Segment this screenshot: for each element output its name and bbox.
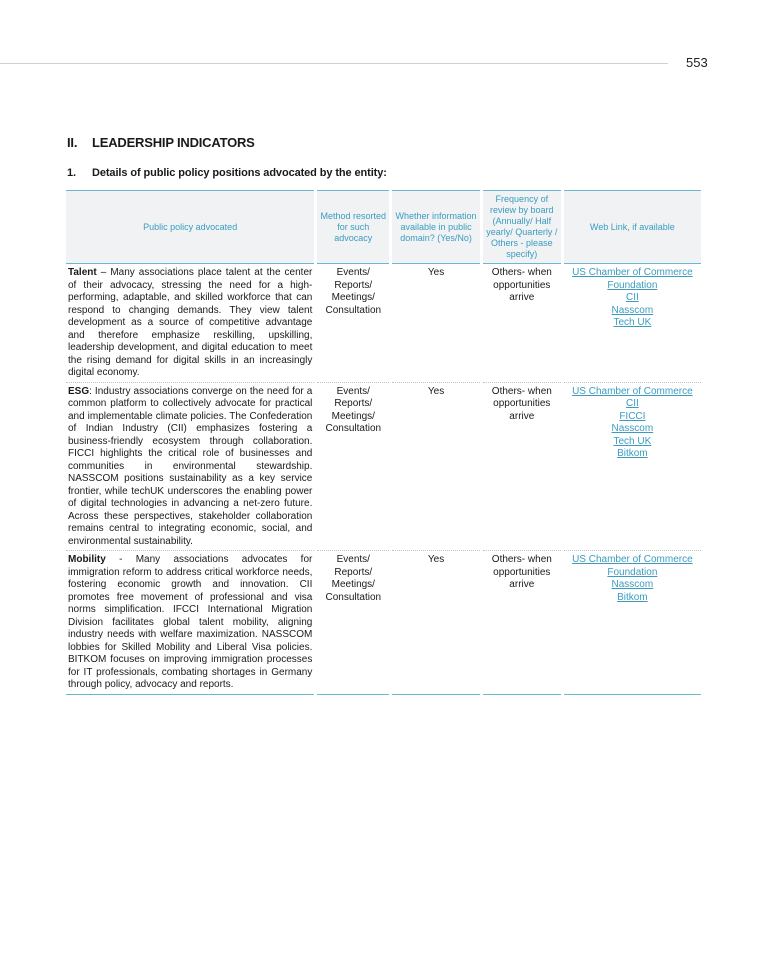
web-link[interactable]: Bitkom — [617, 448, 648, 459]
policy-text: : Industry associations converge on the need for a common platform to collectively advocate for practical and implementable climate policies. The Confederation of Indian Industry (CII) emphasizes fostering a business-friendly ecosystem through collaboration. FICCI highlights the critical role of businesses and communities in environmental stewardship. NASSCOM positions sustainability as a key service frontier, while techUK underscores the enabling power of digital technologies in advancing a net-zero future. Across these perspectives, stakeholder collaboration remains central to integrating economic, social, and environmental sustainability. — [68, 385, 313, 547]
web-link[interactable]: Nasscom — [611, 304, 654, 316]
web-link-cell — [564, 264, 701, 383]
web-link-cell — [564, 383, 701, 552]
method-cell: Events/ Reports/ Meetings/ Consultation — [317, 383, 389, 552]
policy-text: - Many associations advocates for immigration reform to address critical workforce needs, fostering economic growth and innovation. CII promotes free movement of professional and visa norms simplification. IFCCI International Migration Division facilitates global talent mobility, aligning industry needs with welfare maximization. NASSCOM lobbies for Skilled Mobility and Liberal Visa policies. BITKOM focuses on improving immigration processes for IT professionals, combating shortages in Germany through policy, advocacy and reports. — [68, 554, 313, 690]
table-row — [66, 551, 701, 695]
policy-lead: Talent — [68, 267, 97, 278]
web-link[interactable]: CII — [625, 398, 639, 409]
header-rule — [0, 63, 668, 64]
page-number: 553 — [686, 55, 708, 70]
web-link[interactable]: Tech UK — [613, 317, 652, 328]
header-web-link: Web Link, if available — [564, 190, 701, 264]
web-link[interactable]: Nasscom — [611, 579, 654, 590]
question-heading — [67, 167, 387, 179]
web-link[interactable]: US Chamber of Commerce Foundation — [572, 267, 693, 291]
question-number: 1. — [67, 167, 76, 179]
web-link[interactable]: US Chamber of Commerce Foundation — [572, 554, 693, 578]
policy-lead: Mobility — [68, 554, 106, 565]
header-method: Method resorted for such advocacy — [317, 190, 389, 264]
section-number: II. — [67, 135, 78, 150]
policy-cell — [66, 383, 314, 552]
public-domain-cell: Yes — [392, 551, 480, 695]
section-title-text: LEADERSHIP INDICATORS — [92, 135, 255, 150]
public-policy-table — [63, 190, 704, 695]
section-heading — [67, 135, 255, 150]
policy-cell — [66, 264, 314, 383]
question-title-text: Details of public policy positions advocated by the entity: — [92, 167, 387, 179]
policy-cell — [66, 551, 314, 695]
policy-text: – Many associations place talent at the center of their advocacy, stressing the need for a high-performing, adaptable, and skilled workforce that can respond to changing demands. They view talent development as a source of competitive advantage and therefore emphasize reskilling, upskilling, leadership development, and digital education to meet the rising demand for digital skills in an increasingly digital economy. — [68, 267, 313, 378]
web-link[interactable]: FICCI — [619, 410, 646, 422]
table-row — [66, 383, 701, 552]
frequency-cell: Others- when opportunities arrive — [483, 383, 561, 552]
public-domain-cell: Yes — [392, 383, 480, 552]
method-cell: Events/ Reports/ Meetings/ Consultation — [317, 551, 389, 695]
table-row — [66, 264, 701, 383]
header-public-domain: Whether information available in public domain? (Yes/No) — [392, 190, 480, 264]
header-frequency: Frequency of review by board (Annually/ Half yearly/ Quarterly / Others - please specify) — [483, 190, 561, 264]
policy-lead: ESG — [68, 385, 90, 397]
web-link[interactable]: US Chamber of Commerce — [572, 385, 693, 397]
web-link[interactable]: Nasscom — [611, 423, 654, 434]
web-link-cell — [564, 551, 701, 695]
table-header-row — [66, 190, 701, 264]
frequency-cell: Others- when opportunities arrive — [483, 551, 561, 695]
web-link[interactable]: CII — [625, 292, 639, 303]
public-domain-cell: Yes — [392, 264, 480, 383]
web-link[interactable]: Bitkom — [617, 591, 648, 603]
header-policy: Public policy advocated — [66, 190, 314, 264]
frequency-cell: Others- when opportunities arrive — [483, 264, 561, 383]
method-cell: Events/ Reports/ Meetings/ Consultation — [317, 264, 389, 383]
web-link[interactable]: Tech UK — [613, 435, 652, 447]
